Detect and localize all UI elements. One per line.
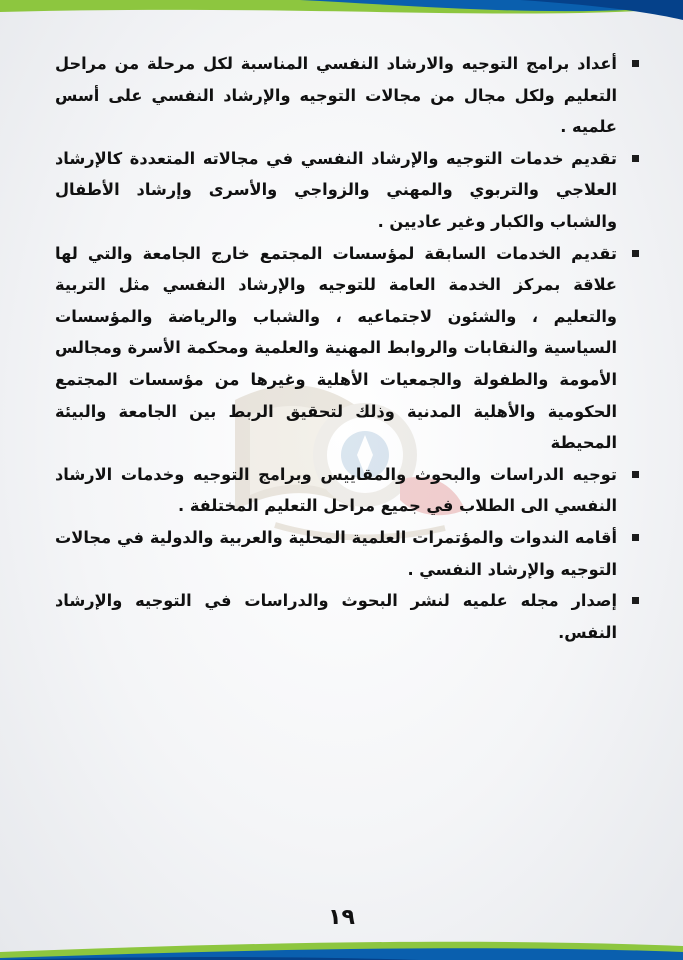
bottom-decorative-band (0, 930, 683, 960)
list-item-text: أعداد برامج التوجيه والارشاد النفسي المناسبة لكل مرحلة من مراحل التعليم ولكل مجال من مجالات التوجيه والإرشاد النفسي على أسس علميه . (55, 54, 617, 137)
document-body (55, 48, 643, 648)
list-item (55, 585, 643, 648)
top-decorative-band (0, 0, 683, 30)
list-item (55, 522, 643, 585)
list-item (55, 143, 643, 238)
objectives-list (55, 48, 643, 648)
list-item-text: تقديم خدمات التوجيه والإرشاد النفسي في مجالاته المتعددة كالإرشاد العلاجي والتربوي والمهني والزواجي والأسرى وإرشاد الأطفال والشباب والكبار وغير عاديين . (55, 148, 617, 231)
square-bullet-icon (632, 60, 639, 67)
square-bullet-icon (632, 597, 639, 604)
list-item-text: توجيه الدراسات والبحوث والمقاييس وبرامج التوجيه وخدمات الارشاد النفسي الى الطلاب في جميع مراحل التعليم المختلفة . (55, 464, 617, 516)
list-item-text: تقديم الخدمات السابقة لمؤسسات المجتمع خارج الجامعة والتي لها علاقة بمركز الخدمة العامة للتوجيه والإرشاد النفسي مثل التربية والتعليم ، والشئون لاجتماعيه ، والشباب والرياضة والمؤسسات السياسية والنقابات والروابط المهنية والعلمية ومحكمة الأسرة ومجالس الأمومة والطفولة والجمعيات الأهلية وغيرها من مؤسسات المجتمع الحكومية والأهلية المدنية وذلك لتحقيق الربط بين الجامعة والبيئة المحيطة (55, 243, 617, 453)
list-item-text: أقامه الندوات والمؤتمرات العلمية المحلية والعربية والدولية في مجالات التوجيه والإرشاد النفسي . (55, 527, 617, 579)
square-bullet-icon (632, 471, 639, 478)
list-item (55, 459, 643, 522)
square-bullet-icon (632, 155, 639, 162)
list-item-text: إصدار مجله علميه لنشر البحوث والدراسات في التوجيه والإرشاد النفس. (55, 591, 617, 642)
list-item (55, 238, 643, 459)
square-bullet-icon (632, 534, 639, 541)
list-item (55, 48, 643, 143)
square-bullet-icon (632, 250, 639, 257)
page-number: ١٩ (328, 905, 355, 930)
